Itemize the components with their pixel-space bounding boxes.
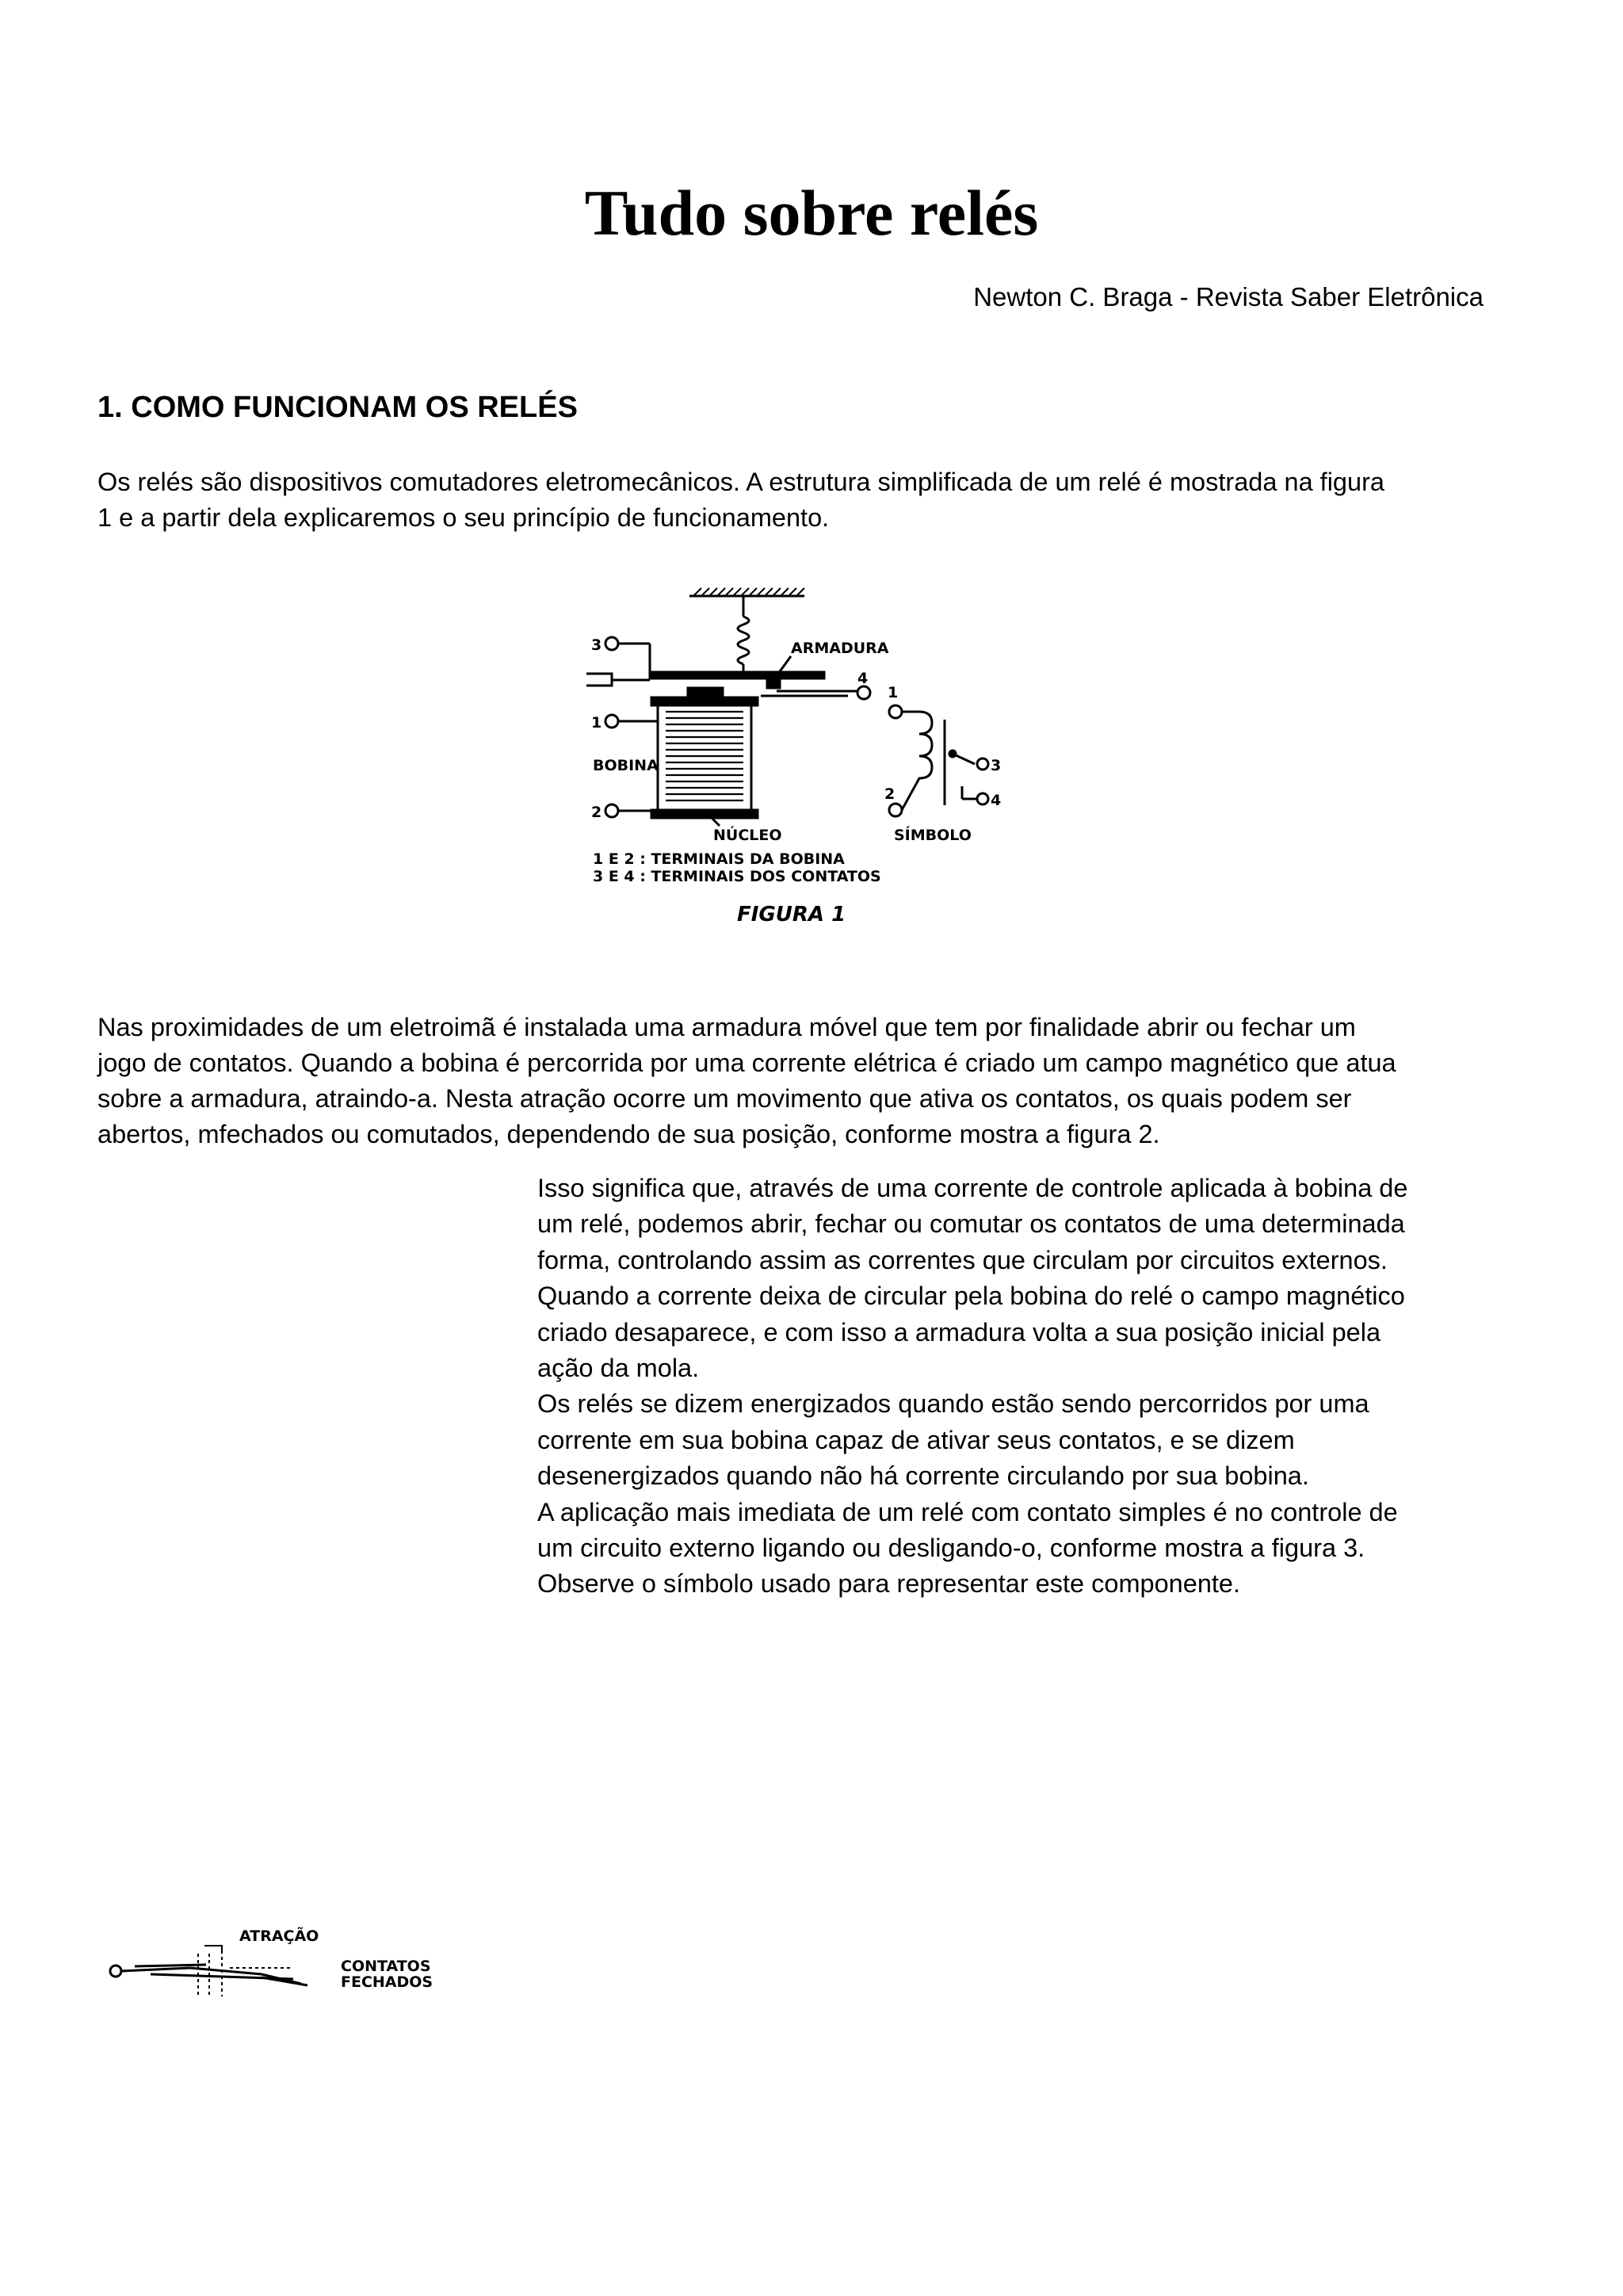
section-heading: 1. COMO FUNCIONAM OS RELÉS bbox=[97, 391, 578, 424]
symbol-terminal-4 bbox=[977, 793, 988, 804]
label-symbol-2: 2 bbox=[884, 785, 896, 803]
label-contatos: CONTATOS bbox=[341, 1958, 431, 1975]
terminal-3 bbox=[605, 637, 618, 650]
body-paragraph bbox=[97, 1010, 1396, 1152]
label-armadura: ARMADURA bbox=[791, 640, 889, 657]
paragraph-line: ação da mola. bbox=[537, 1354, 700, 1383]
label-terminal-1: 1 bbox=[591, 714, 602, 732]
paragraph-line: abertos, mfechados ou comutados, dependendo de sua posição, conforme mostra a figura 2. bbox=[97, 1120, 1160, 1148]
label-simbolo: SÍMBOLO bbox=[894, 827, 972, 844]
label-fechados: FECHADOS bbox=[341, 1973, 433, 1991]
terminal-4 bbox=[857, 686, 870, 699]
label-symbol-1: 1 bbox=[888, 684, 899, 701]
paragraph-line: um relé, podemos abrir, fechar ou comutar os contatos de uma determinada bbox=[537, 1209, 1405, 1239]
symbol-coil bbox=[902, 712, 932, 810]
armature-bar bbox=[650, 672, 824, 678]
symbol-terminal-1 bbox=[889, 705, 902, 718]
symbol-terminal-3 bbox=[977, 758, 988, 770]
paragraph-line: A aplicação mais imediata de um relé com contato simples é no controle de bbox=[537, 1497, 1398, 1526]
spring bbox=[738, 617, 749, 664]
paragraph-line: desenergizados quando não há corrente circulando por sua bobina. bbox=[537, 1461, 1309, 1491]
label-bobina: BOBINA bbox=[593, 757, 659, 774]
paragraph-line: Os relés se dizem energizados quando estão sendo percorridos por uma bbox=[537, 1389, 1369, 1419]
paragraph-line: sobre a armadura, atraindo-a. Nesta atração ocorre um movimento que ativa os contatos, os quais podem ser bbox=[97, 1084, 1352, 1113]
terminal-2 bbox=[605, 804, 618, 817]
author-byline: Newton C. Braga - Revista Saber Eletrônica bbox=[973, 282, 1484, 311]
paragraph-line: um circuito externo ligando ou desligando-o, conforme mostra a figura 3. bbox=[537, 1534, 1365, 1563]
figure-1-caption: FIGURA 1 bbox=[737, 903, 846, 926]
label-symbol-4: 4 bbox=[991, 792, 1002, 809]
paragraph-line: 1 e a partir dela explicaremos o seu princípio de funcionamento. bbox=[97, 503, 830, 532]
symbol-terminal-2 bbox=[889, 804, 902, 816]
terminal-1 bbox=[605, 715, 618, 728]
paragraph-line: Quando a corrente deixa de circular pela bobina do relé o campo magnético bbox=[537, 1282, 1405, 1311]
paragraph-line: criado desaparece, e com isso a armadura volta a sua posição inicial pela bbox=[537, 1317, 1381, 1347]
column-paragraph bbox=[537, 1171, 1407, 1603]
intro-paragraph bbox=[97, 464, 1384, 536]
figure-2-contacts-diagram bbox=[103, 1922, 475, 2009]
document-title: Tudo sobre relés bbox=[584, 177, 1039, 249]
paragraph-line: Observe o símbolo usado para representar este componente. bbox=[537, 1569, 1241, 1599]
paragraph-line: jogo de contatos. Quando a bobina é percorrida por uma corrente elétrica é criado um campo magnético que atua bbox=[97, 1049, 1396, 1077]
label-terminal-2: 2 bbox=[591, 804, 602, 821]
label-nucleo: NÚCLEO bbox=[713, 827, 782, 844]
legend-line: 1 E 2 : TERMINAIS DA BOBINA bbox=[593, 850, 845, 868]
label-symbol-3: 3 bbox=[991, 757, 1002, 774]
label-terminal-4: 4 bbox=[857, 670, 869, 687]
legend-line: 3 E 4 : TERMINAIS DOS CONTATOS bbox=[593, 868, 881, 885]
paragraph-line: Os relés são dispositivos comutadores eletromecânicos. A estrutura simplificada de um relé é mostrada na figura bbox=[97, 468, 1384, 496]
figure-1-relay-diagram bbox=[579, 586, 1022, 935]
paragraph-line: corrente em sua bobina capaz de ativar seus contatos, e se dizem bbox=[537, 1425, 1295, 1454]
paragraph-line: Isso significa que, através de uma corrente de controle aplicada à bobina de bbox=[537, 1174, 1408, 1202]
contact-terminal bbox=[110, 1966, 121, 1977]
label-atracao: ATRAÇÃO bbox=[239, 1927, 319, 1945]
paragraph-line: Nas proximidades de um eletroimã é instalada uma armadura móvel que tem por finalidade abrir ou fechar um bbox=[97, 1013, 1356, 1041]
paragraph-line: forma, controlando assim as correntes que circulam por circuitos externos. bbox=[537, 1245, 1388, 1274]
label-terminal-3: 3 bbox=[591, 636, 602, 654]
